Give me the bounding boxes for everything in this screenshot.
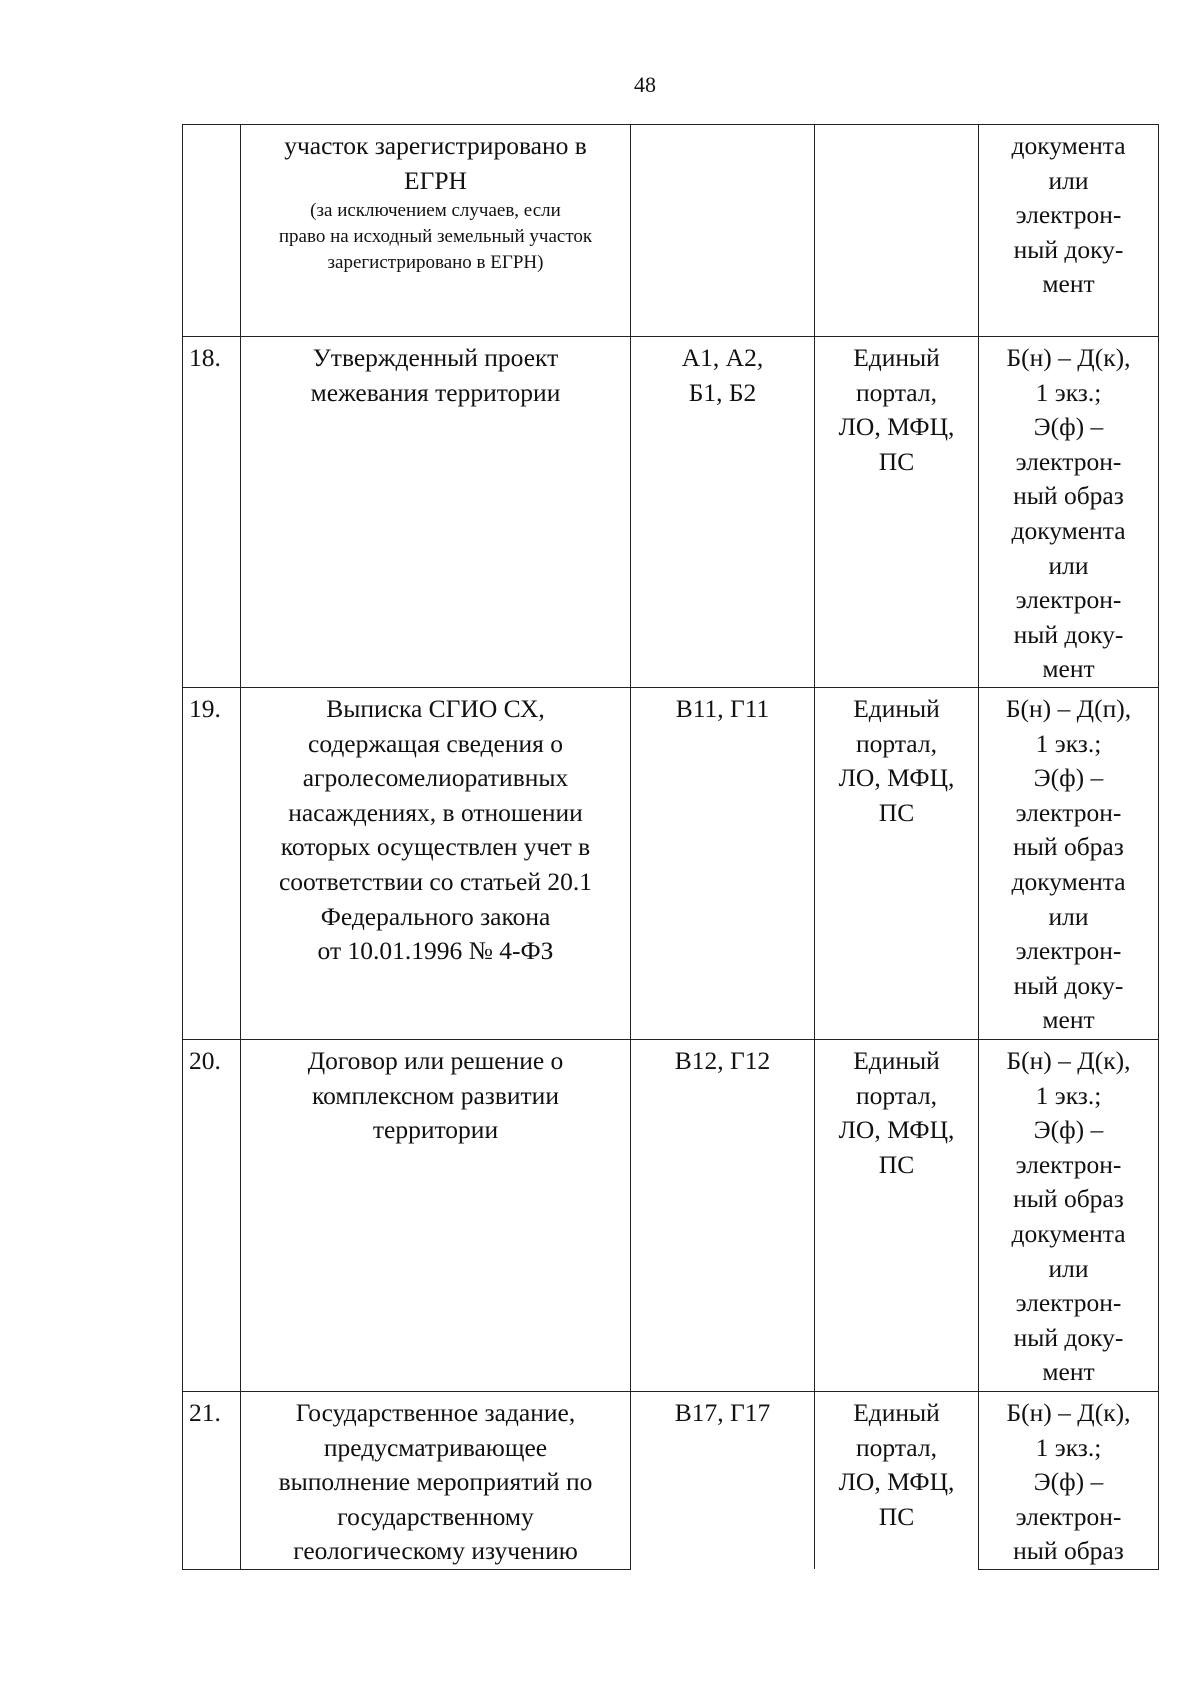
form-line: электрон- (1015, 1149, 1122, 1179)
submission-channels-cell (815, 688, 979, 1040)
table-row (183, 337, 1159, 688)
channel-line: Единый (853, 1046, 940, 1075)
document-name-line: межевания территории (310, 377, 561, 407)
form-line: мент (1042, 1357, 1095, 1387)
documents-table (182, 124, 1159, 1570)
document-name-cell (241, 337, 631, 688)
form-line: ный доку- (1013, 619, 1124, 649)
form-line: 1 экз.; (1035, 1080, 1102, 1110)
document-name-line: предусматривающее (323, 1432, 548, 1462)
form-line: электрон- (1015, 1288, 1122, 1318)
form-line: Э(ф) – (1033, 1115, 1104, 1145)
code-line: В12, Г12 (674, 1046, 771, 1075)
document-name-note-line: зарегистрировано в ЕГРН) (327, 252, 544, 274)
form-line: ный доку- (1013, 970, 1124, 1000)
document-name-line: комплексном развитии (312, 1080, 559, 1110)
row-number (183, 337, 241, 688)
document-name-line: соответствии со статьей 20.1 (278, 866, 593, 896)
form-line: или (1048, 1253, 1089, 1283)
form-line: Б(н) – Д(к), (1006, 1046, 1131, 1075)
row-number-text: 20. (189, 1046, 221, 1075)
form-line: документа (1011, 131, 1126, 160)
codes-cell (631, 1392, 815, 1570)
document-name-line: геологическому изучению (293, 1536, 578, 1566)
document-form-cell (979, 125, 1159, 337)
document-name-line: выполнение мероприятий по (278, 1467, 593, 1497)
document-name-line: государственному (337, 1501, 534, 1531)
table-body (183, 125, 1159, 1570)
channel-line: ЛО, МФЦ, (838, 763, 955, 793)
document-name-cell (241, 1040, 631, 1392)
form-line: мент (1042, 269, 1095, 299)
form-line: документа (1011, 1218, 1126, 1248)
channel-line: Единый (853, 343, 940, 372)
form-line: документа (1011, 515, 1126, 545)
form-line: электрон- (1015, 446, 1122, 476)
document-form-cell (979, 1040, 1159, 1392)
row-number (183, 1392, 241, 1570)
table-row (183, 1392, 1159, 1570)
codes-cell (631, 337, 815, 688)
form-line: Б(н) – Д(к), (1006, 343, 1131, 372)
document-name-line: содержащая сведения о (308, 728, 563, 758)
form-line: электрон- (1015, 1501, 1122, 1531)
document-name-line: Федерального закона (320, 901, 551, 931)
channel-line: ПС (878, 797, 915, 827)
document-name-line: участок зарегистрировано в (284, 131, 587, 160)
form-line: ный образ (1013, 481, 1124, 511)
document-form-cell (979, 337, 1159, 688)
submission-channels-cell (815, 1040, 979, 1392)
form-line: Э(ф) – (1033, 1467, 1104, 1497)
channel-line: портал, (856, 377, 937, 407)
channel-line: ПС (878, 1501, 915, 1531)
channel-line: ЛО, МФЦ, (838, 1467, 955, 1497)
channel-line: ПС (878, 1149, 915, 1179)
document-form-cell (979, 688, 1159, 1040)
channel-line: Единый (853, 694, 940, 723)
submission-channels-cell (815, 337, 979, 688)
document-name-line: насаждениях, в отношении (288, 797, 583, 827)
form-line: Э(ф) – (1033, 763, 1104, 793)
form-line: ный образ (1013, 1184, 1124, 1214)
codes-cell (631, 688, 815, 1040)
channel-line: ЛО, МФЦ, (838, 1115, 955, 1145)
row-number-text: 19. (189, 694, 221, 723)
form-line: Б(н) – Д(к), (1006, 1398, 1131, 1427)
channel-line: портал, (856, 1432, 937, 1462)
channel-line: Единый (853, 1398, 940, 1427)
code-line: А1, А2, (681, 343, 764, 372)
form-line: или (1048, 165, 1089, 195)
form-line: документа (1011, 866, 1126, 896)
row-number-text: 21. (189, 1398, 221, 1427)
document-name-line: ЕГРН (404, 165, 467, 195)
row-number (183, 1040, 241, 1392)
code-line: В17, Г17 (674, 1398, 771, 1427)
document-name-cell (241, 1392, 631, 1570)
codes-cell (631, 125, 815, 337)
submission-channels-cell (815, 1392, 979, 1570)
form-line: ный доку- (1013, 234, 1124, 264)
form-line: или (1048, 901, 1089, 931)
form-line: Э(ф) – (1033, 412, 1104, 442)
channel-line: портал, (856, 1080, 937, 1110)
row-number (183, 125, 241, 337)
document-name-note-line: право на исходный земельный участок (278, 226, 593, 248)
form-line: мент (1042, 1005, 1095, 1035)
submission-channels-cell (815, 125, 979, 337)
document-name-line: которых осуществлен учет в (280, 832, 591, 862)
row-number (183, 688, 241, 1040)
document-form-cell (979, 1392, 1159, 1570)
channel-line: портал, (856, 728, 937, 758)
document-name-note-line: (за исключением случаев, если (310, 200, 561, 222)
form-line: 1 экз.; (1035, 728, 1102, 758)
document-name-line: от 10.01.1996 № 4-ФЗ (317, 936, 554, 966)
document-name-line: Выписка СГИО СХ, (326, 694, 545, 723)
form-line: электрон- (1015, 936, 1122, 966)
form-line: Б(н) – Д(п), (1005, 694, 1132, 723)
form-line: ный образ (1013, 1536, 1124, 1566)
channel-line: ЛО, МФЦ, (838, 412, 955, 442)
document-name-line: агролесомелиоративных (302, 763, 569, 793)
form-line: ный образ (1013, 832, 1124, 862)
document-name-line: Договор или решение о (307, 1046, 564, 1075)
form-line: ный доку- (1013, 1322, 1124, 1352)
document-name-line: Государственное задание, (295, 1398, 576, 1427)
code-line: Б1, Б2 (688, 377, 757, 407)
form-line: 1 экз.; (1035, 377, 1102, 407)
channel-line: ПС (878, 446, 915, 476)
document-name-cell (241, 688, 631, 1040)
row-number-text: 18. (189, 343, 221, 372)
table-row (183, 125, 1159, 337)
form-line: 1 экз.; (1035, 1432, 1102, 1462)
form-line: или (1048, 550, 1089, 580)
document-name-cell (241, 125, 631, 337)
table-row (183, 688, 1159, 1040)
codes-cell (631, 1040, 815, 1392)
form-line: мент (1042, 654, 1095, 684)
page-number: 48 (634, 72, 656, 97)
code-line: В11, Г11 (675, 694, 770, 723)
form-line: электрон- (1015, 200, 1122, 230)
document-name-line: Утвержденный проект (312, 343, 559, 372)
document-name-line: территории (372, 1115, 499, 1145)
table-row (183, 1040, 1159, 1392)
form-line: электрон- (1015, 797, 1122, 827)
form-line: электрон- (1015, 585, 1122, 615)
